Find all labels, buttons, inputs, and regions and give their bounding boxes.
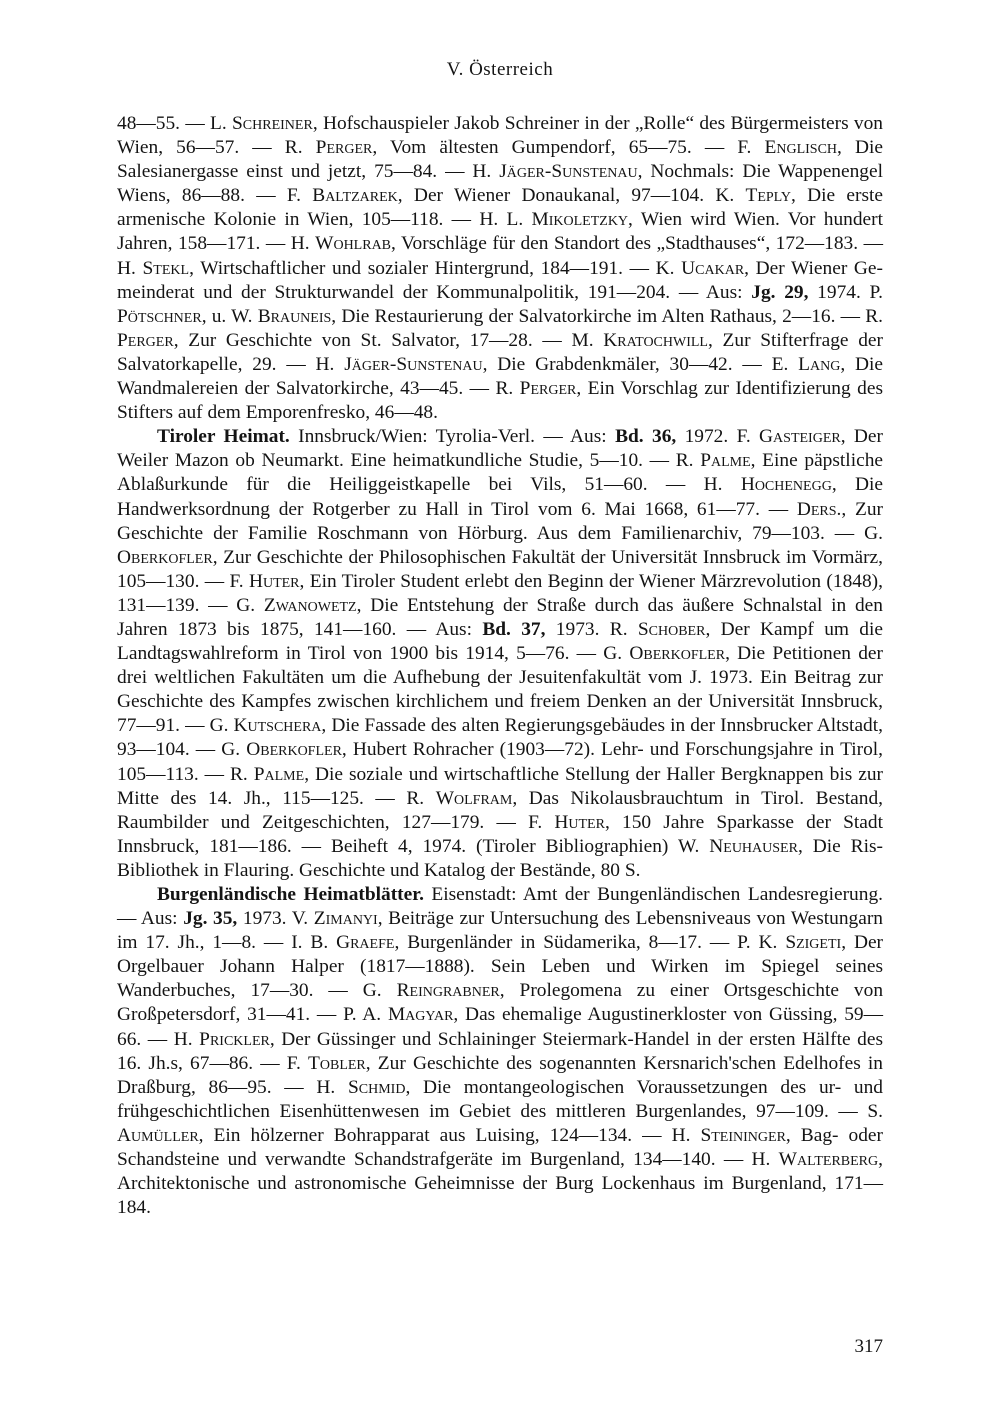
text-run: , Die Wandmalereien der Salvatorkirche, 43—45. — R.: [117, 353, 883, 400]
author-name: Ders.: [796, 498, 842, 520]
text-run: , Hubert Rohracher (1903—72). Lehr- und Forschungsjahre in Tirol, 105—113. — R.: [117, 739, 884, 785]
author-name: Pötschner: [117, 305, 202, 327]
author-name: Hochenegg: [740, 474, 832, 496]
author-name: Perger: [519, 378, 577, 400]
author-name: Schober: [637, 618, 706, 640]
text-run: , Burgenländer in Südamerika, 8—17. — P. K.: [394, 932, 786, 954]
author-name: Kratochwill: [603, 329, 708, 351]
author-name: Schmid: [348, 1076, 406, 1098]
author-name: Brauneis: [257, 305, 332, 327]
bold-heading: Jg. 35,: [183, 908, 238, 930]
author-name: Jäger-Sunstenau: [499, 161, 638, 183]
author-name: Baltzarek: [312, 185, 398, 207]
bold-heading: Jg. 29,: [751, 281, 809, 303]
text-run: 1972. F.: [676, 426, 760, 448]
body-text: [117, 112, 883, 1220]
text-run: , Die Petitionen der drei weltlichen Fakultäten um die Aufhebung der Jesuitenfakultät vom J. 1973. Ein Beitrag zur Geschichte des Kampfes zwischen kirchlichem und freiem Denken an der Universität Innsbruck, 77—91. — G.: [117, 643, 883, 737]
page-number: 317: [854, 1336, 883, 1357]
text-run: , Wien wird Wien. Vor hundert Jahren, 158—171. — H.: [117, 209, 883, 255]
text-run: , Die Entstehung der Straße durch das äußere Schnalstal in den Jahren 1873 bis 1875, 141—160. — Aus:: [117, 594, 883, 640]
author-name: Schreiner: [232, 113, 313, 134]
text-run: , Zur Geschichte von St. Salvator, 17—28. — M.: [173, 329, 604, 351]
author-name: Huter: [554, 811, 605, 833]
text-run: , Die erste armenische Kolonie in Wien, 105—118. — H. L.: [117, 185, 883, 231]
author-name: Zimanyi: [313, 908, 378, 930]
text-run: , Der Güssinger und Schlaininger Steiermark-Handel in der ersten Hälfte des 16. Jh.s, 67—86. — F.: [117, 1028, 883, 1074]
text-run: , Das Nikolausbrauchtum in Tirol. Bestand, Raumbilder und Zeitgeschichten, 127—179. — F.: [117, 787, 883, 833]
text-run: , Vom ältesten Gumpendorf, 65—75. — F.: [372, 137, 765, 159]
author-name: Perger: [315, 137, 373, 159]
text-run: , Die soziale und wirtschaftliche Stellung der Haller Bergknappen bis zur Mitte des 14. Jh., 115—125. — R.: [117, 763, 883, 809]
author-name: Aumüller: [117, 1124, 199, 1146]
text-run: , Prolegomena zu einer Ortsgeschichte von Großpetersdorf, 31—41. — P. A.: [117, 980, 884, 1026]
author-name: Palme: [253, 763, 305, 785]
text-run: , Zur Geschichte der Philosophischen Fakultät der Universität Innsbruck im Vormärz, 105—130. — F.: [117, 546, 883, 592]
author-name: Palme: [700, 450, 751, 472]
text-run: , Die montangeologischen Voraussetzungen des ur- und frühgeschichtlichen Eisenhüttenwesen im Gebiet des mittleren Burgenlandes, 97—109. — S.: [117, 1076, 883, 1122]
text-run: , Ein Vorschlag zur Identifizierung des Stifters auf dem Emporenfresko, 46—48.: [117, 378, 883, 424]
text-run: , 150 Jahre Sparkasse der Stadt Innsbruck, 181—186. — Beiheft 4, 1974. (Tiroler Bibliographien) W.: [117, 811, 883, 857]
bold-heading: Bd. 37,: [482, 618, 546, 640]
author-name: Graefe: [336, 932, 395, 954]
text-run: , Bag- oder Schandsteine und verwandte Schandstrafgeräte im Burgenland, 134—140. — H.: [117, 1124, 883, 1171]
text-run: Innsbruck/Wien: Tyrolia-Verl. — Aus:: [289, 426, 616, 448]
author-name: Lang: [798, 353, 841, 375]
author-name: Oberkofler: [246, 739, 342, 761]
author-name: Stekl: [142, 257, 190, 279]
text-run: , Der Weiler Mazon ob Neumarkt. Eine heimatkundliche Studie, 5—10. — R.: [117, 426, 883, 472]
text-run: , Architektonische und astronomische Geheimnisse der Burg Lockenhaus im Burgenland, 171—184.: [117, 1149, 883, 1219]
text-run: , Ein Tiroler Student erlebt den Beginn der Wiener Märzrevolution (1848), 131—139. — G.: [117, 570, 883, 616]
author-name: Walterberg: [778, 1149, 879, 1171]
author-name: Reingrabner: [396, 980, 500, 1002]
paragraph-wien-continued: [117, 112, 883, 425]
author-name: Huter: [248, 570, 300, 592]
author-name: Perger: [117, 329, 174, 351]
text-run: 48—55. — L.: [117, 113, 233, 134]
paragraph-burgenlaendische-heimatblaetter: [117, 883, 883, 1220]
text-run: , Die Fassade des alten Regierungsgebäudes in der Innsbrucker Altstadt, 93—104. — G.: [117, 715, 883, 761]
running-head: V. Österreich: [446, 59, 554, 80]
text-run: , Zur Stifterfrage der Salvatorkapelle, 29. — H.: [117, 329, 883, 375]
author-name: Ucakar: [681, 257, 745, 279]
text-run: , Ein hölzerner Bohrapparat aus Luising, 124—134. — H.: [198, 1124, 701, 1146]
text-run: , Der Orgelbauer Johann Halper (1817—1888). Sein Leben und Wirken im Spiegel seines Wanderbuches, 17—30. — G.: [117, 932, 884, 1002]
text-run: , Die Grabdenkmäler, 30—42. — E.: [482, 353, 799, 375]
author-name: Kutschera: [233, 715, 322, 737]
text-run: , Die Ris-Bibliothek in Flauring. Geschichte und Katalog der Bestände, 80 S.: [117, 835, 883, 881]
text-run: , Eine päpstliche Ablaßurkunde für die Heiliggeistkapelle bei Vils, 51—60. — H.: [117, 450, 883, 496]
text-run: 1973. V.: [237, 908, 314, 930]
text-run: , Der Kampf um die Landtagswahlreform in Tirol von 1900 bis 1914, 5—76. — G.: [117, 618, 883, 665]
author-name: Oberkofler: [629, 643, 726, 665]
text-run: , Die Restaurierung der Salvatorkirche im Alten Rathaus, 2—16. — R.: [331, 305, 883, 327]
text-run: 1973. R.: [545, 618, 638, 640]
text-run: , Die Handwerksordnung der Rotgerber zu Hall in Tirol vom 6. Mai 1668, 61—77. —: [117, 474, 883, 520]
author-name: Tobler: [308, 1052, 366, 1074]
text-run: , Nochmals: Die Wappenengel Wiens, 86—88. — F.: [117, 161, 883, 207]
author-name: Neuhauser: [709, 835, 798, 857]
text-run: , Der Wiener Gemeinderat und der Strukturwandel der Kommunalpolitik, 191—204. — Aus:: [117, 257, 884, 303]
bold-heading: Bd. 36,: [615, 426, 677, 448]
author-name: Zwanowetz: [263, 594, 357, 616]
author-name: Oberkofler: [117, 546, 213, 568]
author-name: Magyar: [387, 1004, 454, 1026]
author-name: Mikoletzky: [531, 209, 629, 231]
text-run: , Zur Geschichte des sogenannten Kersnarich'schen Edelhofes in Draßburg, 86—95. — H.: [117, 1052, 883, 1098]
author-name: Prickler: [199, 1028, 270, 1050]
author-name: Teply: [745, 185, 791, 207]
bold-heading: Burgenländische Heimatblätter.: [157, 884, 424, 905]
bold-heading: Tiroler Heimat.: [157, 426, 290, 448]
text-run: , Die Salesianergasse einst und jetzt, 75—84. — H.: [117, 137, 883, 183]
author-name: Wolfram: [435, 787, 513, 809]
author-name: Szigeti: [785, 932, 842, 954]
text-run: , Wirtschaftlicher und sozialer Hintergrund, 184—191. — K.: [189, 257, 682, 279]
text-run: Eisenstadt: Amt der Bungenländischen Landesregierung. — Aus:: [117, 884, 883, 930]
paragraph-tiroler-heimat: [117, 425, 883, 883]
text-run: , Hofschauspieler Jakob Schreiner in der „Rolle“ des Bürgermeisters von Wien, 56—57. — R.: [117, 113, 883, 159]
text-run: , u. W.: [201, 305, 258, 327]
book-page: [117, 58, 883, 1378]
text-run: , Der Wiener Donaukanal, 97—104. K.: [397, 185, 746, 207]
text-run: 1974. P.: [808, 281, 884, 303]
text-run: , Beiträge zur Untersuchung des Lebensniveaus von Westungarn im 17. Jh., 1—8. — I. B.: [117, 908, 883, 954]
author-name: Jäger-Sunstenau: [344, 353, 483, 375]
author-name: Gasteiger: [759, 426, 841, 448]
text-run: , Zur Geschichte der Familie Roschmann von Hörburg. Aus dem Familienarchiv, 79—103. — G.: [117, 498, 883, 544]
author-name: Wohlrab: [315, 233, 392, 255]
text-run: , Vorschläge für den Standort des „Stadthauses“, 172—183. — H.: [117, 233, 883, 279]
author-name: Steininger: [700, 1124, 786, 1146]
text-run: , Das ehemalige Augustinerkloster von Güssing, 59—66. — H.: [117, 1004, 884, 1050]
author-name: Englisch: [764, 137, 838, 159]
